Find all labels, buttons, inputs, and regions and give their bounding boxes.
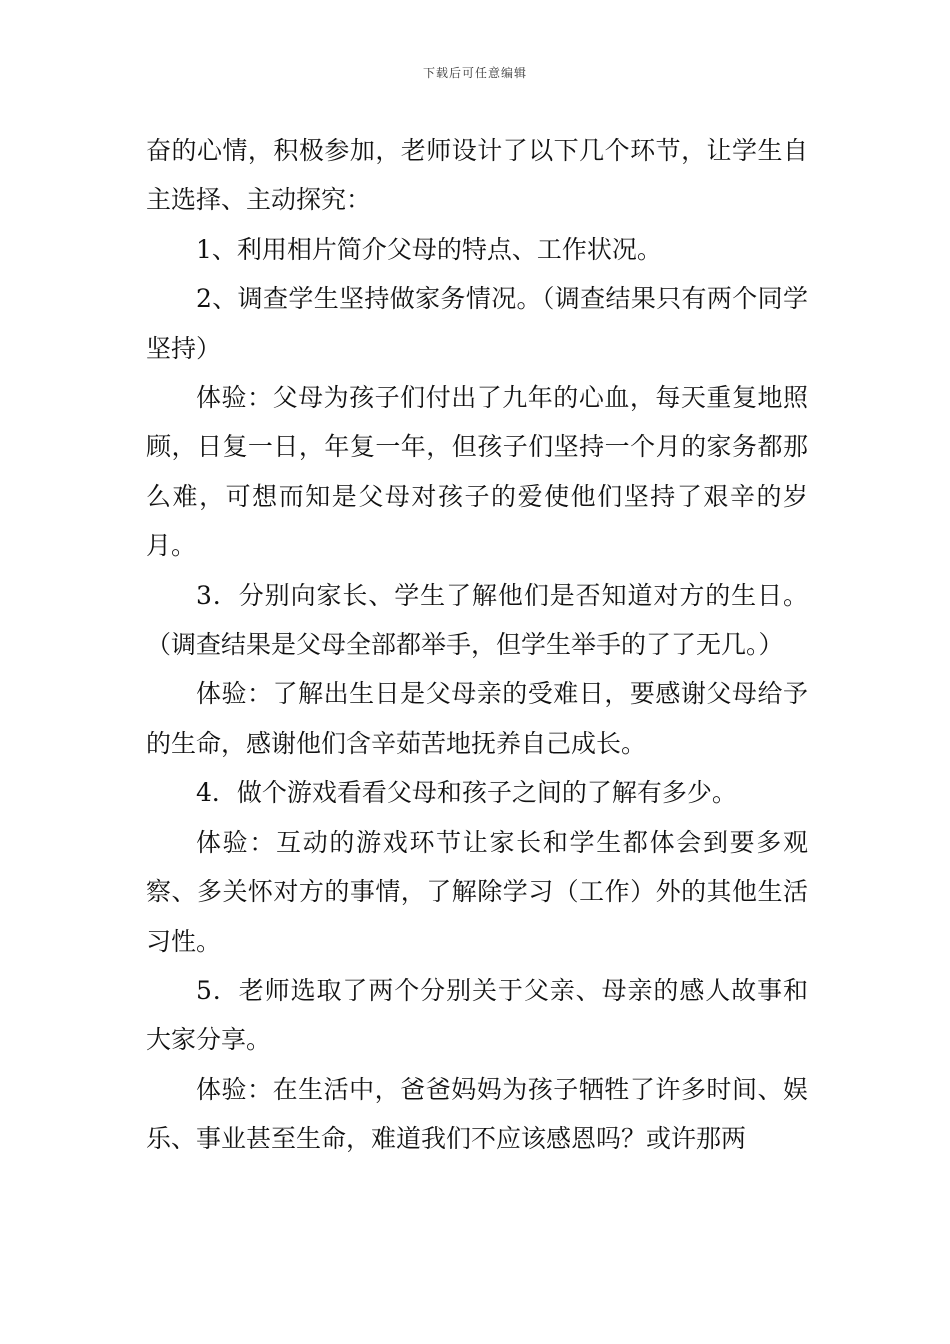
paragraph-item-1: 1、利用相片简介父母的特点、工作状况。 <box>196 234 662 264</box>
paragraph-item-3: 3．分别向家长、学生了解他们是否知道对方的生日。（调查结果是父母全部都举手，但学生举手的了了无几。） <box>146 580 808 660</box>
paragraph-experience-2: 体验：了解出生日是父母亲的受难日，要感谢父母给予的生命，感谢他们含辛茹苦地抚养自己成长。 <box>146 679 808 758</box>
document-body <box>146 126 808 1164</box>
paragraph-experience-4: 体验：在生活中，爸爸妈妈为孩子牺牲了许多时间、娱乐、事业甚至生命，难道我们不应该感恩吗？或许那两 <box>146 1074 808 1154</box>
page-header-note: 下载后可任意编辑 <box>422 66 527 80</box>
paragraph-continuation: 奋的心情，积极参加，老师设计了以下几个环节，让学生自主选择、主动探究： <box>146 136 808 215</box>
paragraph-experience-3: 体验：互动的游戏环节让家长和学生都体会到要多观察、多关怀对方的事情，了解除学习（工作）外的其他生活习性。 <box>146 827 808 956</box>
paragraph-item-5: 5．老师选取了两个分别关于父亲、母亲的感人故事和大家分享。 <box>146 975 808 1055</box>
paragraph-item-4: 4．做个游戏看看父母和孩子之间的了解有多少。 <box>196 778 737 808</box>
paragraph-item-2: 2、调查学生坚持做家务情况。（调查结果只有两个同学坚持） <box>146 284 808 363</box>
paragraph-experience-1: 体验：父母为孩子们付出了九年的心血，每天重复地照顾，日复一日，年复一年，但孩子们坚持一个月的家务都那么难，可想而知是父母对孩子的爱使他们坚持了艰辛的岁月。 <box>146 383 808 561</box>
